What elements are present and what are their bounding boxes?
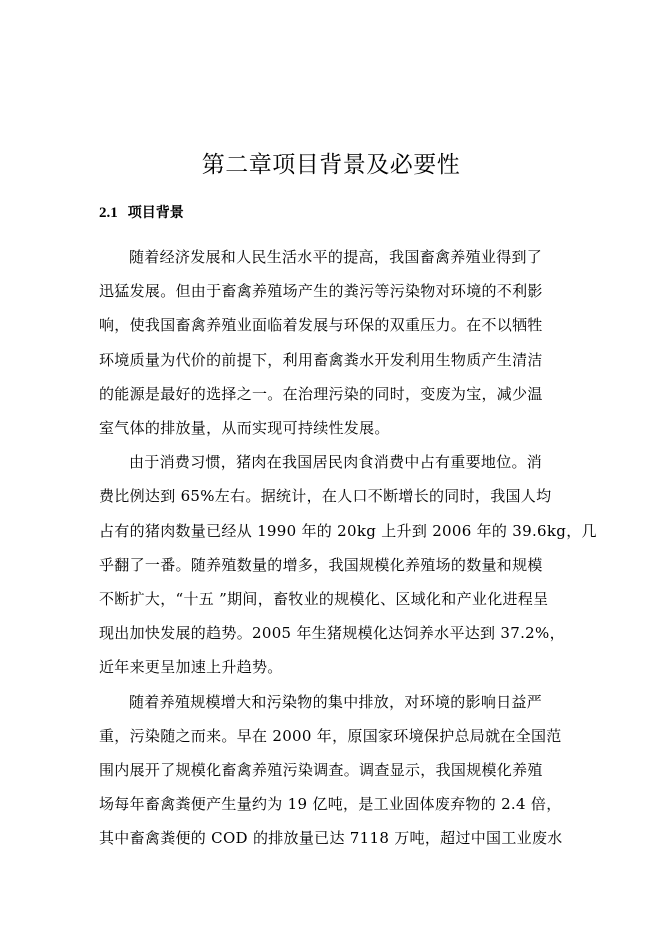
paragraph-line: 环境质量为代价的前提下，利用畜禽粪水开发利用生物质产生清洁 [99, 350, 543, 369]
paragraph-line: 占有的猪肉数量已经从 1990 年的 20kg 上升到 2006 年的 39.6kg，几 [99, 521, 597, 540]
paragraph-line: 场每年畜禽粪便产生量约为 19 亿吨，是工业固体废弃物的 2.4 倍， [99, 795, 562, 814]
paragraph [99, 240, 559, 445]
paragraph-line: 现出加快发展的趋势。2005 年生猪规模化达饲养水平达到 37.2%， [99, 624, 565, 643]
paragraph-line: 近年来更呈加速上升趋势。 [99, 658, 283, 677]
paragraph-line: 由于消费习惯，猪肉在我国居民肉食消费中占有重要地位。消 [129, 453, 543, 472]
section-number: 2.1 [99, 205, 118, 221]
paragraph [99, 685, 563, 856]
paragraph-line: 费比例达到 65%左右。据统计，在人口不断增长的同时，我国人均 [99, 487, 552, 506]
paragraph-line: 其中畜禽粪便的 COD 的排放量已达 7118 万吨，超过中国工业废水 [99, 829, 563, 848]
paragraph-line: 随着经济发展和人民生活水平的提高，我国畜禽养殖业得到了 [129, 248, 543, 266]
paragraph-line: 的能源是最好的选择之一。在治理污染的同时，变废为宝，减少温 [99, 384, 543, 403]
paragraph-line: 重，污染随之而来。早在 2000 年，原国家环境保护总局就在全国范 [99, 726, 562, 745]
paragraph-line: 乎翻了一番。随养殖数量的增多，我国规模化养殖场的数量和规模 [99, 555, 543, 574]
body-text [99, 240, 597, 856]
paragraph-line: 室气体的排放量，从而实现可持续性发展。 [99, 419, 390, 438]
paragraph-line: 围内展开了规模化畜禽养殖污染调查。调查显示，我国规模化养殖 [99, 761, 543, 780]
paragraph-line: 不断扩大，“十五 ”期间，畜牧业的规模化、区域化和产业化进程呈 [99, 590, 549, 609]
paragraph-line: 响，使我国畜禽养殖业面临着发展与环保的双重压力。在不以牺牲 [99, 316, 543, 335]
section-title: 项目背景 [127, 205, 184, 221]
paragraph-line: 随着养殖规模增大和污染物的集中排放，对环境的影响日益严 [129, 692, 543, 711]
chapter-title: 第二章项目背景及必要性 [201, 152, 461, 178]
section-heading [99, 200, 559, 225]
paragraph [99, 445, 597, 684]
paragraph-line: 迅猛发展。但由于畜禽养殖场产生的粪污等污染物对环境的不利影 [99, 282, 543, 301]
